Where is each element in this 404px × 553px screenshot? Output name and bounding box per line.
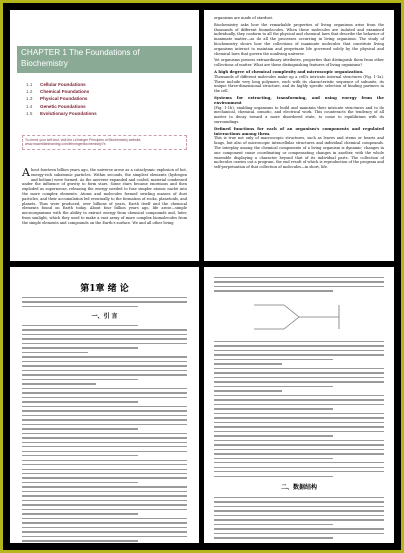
page-chinese-2: [204, 267, 394, 543]
chapter-title-banner: [17, 46, 192, 73]
section-item[interactable]: 1.5 Evolutionary Foundations: [26, 110, 97, 116]
self-test-note: To check your self-test, visit the Lehninger Principles of Biochemistry website, www.macmillanlearning.com/lehningerbiochemistry7e.: [22, 135, 187, 150]
drop-cap: A: [22, 166, 30, 179]
text-block: [22, 297, 187, 310]
subheading: A high degree of chemical complexity and microscopic organization.: [214, 68, 364, 74]
section-item[interactable]: 1.1 Cellular Foundations: [26, 82, 86, 87]
page2-body: organisms are made of stardust. Biochemistry asks how the remarkable properties of living organisms arise from the thousands of different biomolecules. When these molecules are isolated and examined individually, they conform to all the physical and chemical laws that describe the behavior of inanimate matter—as do all the processes occurring in living organisms. The study of biochemistry shows how the collections of inanimate molecules that constitute living organisms interact to maintain and perpetuate life governed solely by the physical and chemical laws that govern the nonliving universe. Yet organisms possess extraordinary attributes, properties that distinguish them from other collections of matter. What are these distinguishing features of living organisms? A high degree of chemical complexity and microscopic organization. Thousands of different molecules make up a cell's intricate internal structures (Fig. 1-1a). These include very long polymers, each with its characteristic sequence of subunits, its unique three-dimensional structure, and its highly specific selection of binding partners in the cell. Systems for extracting, transforming, and using energy from the environment (Fig. 1-1b), enabling organisms to build and maintain their intricate structures and to do mechanical, chemical, osmotic, and electrical work. This counteracts the tendency of all matter to decay toward a more disordered state, to come to equilibrium with its surroundings. Defined functions for each of an organism's components and regulated interactions among them. This is true not only of macroscopic structures, such as leaves and stems or hearts and lungs, but also of microscopic intracellular structures and individual chemical compounds. The interplay among the chemical components of a living organism is dynamic; changes in one component cause coordinating or compensating changes in another, with the whole ensemble displaying a character beyond that of its individual parts. The collection of molecules carries out a program, the end result of which is reproduction of the program and self-perpetuation of that collection of molecules—in short, life.: [214, 16, 384, 170]
chapter-title-cn: 第1章 绪 论: [80, 284, 129, 294]
text-block: [22, 325, 187, 543]
subheading: Systems for extracting, transforming, and using energy from the environment: [214, 94, 384, 105]
chapter-title: CHAPTER 1 The Foundations of Biochemistry: [21, 48, 140, 68]
section-item[interactable]: 1.2 Chemical Foundations: [26, 89, 90, 95]
text-block: [214, 497, 384, 542]
intro-paragraph: About fourteen billion years ago, the universe arose as a cataclysmic explosion of hot, energy-rich subatomic particles. Within seconds, the simplest elements (hydrogen and helium) were formed. As the universe expanded and cooled, material condensed under the influence of gravity to form stars. Some stars became enormous and then exploded as supernovae, releasing the energy needed to fuse simpler atomic nuclei into the more complex elements. Atoms and molecules formed swirling masses of dust particles, and their accumulation led eventually to the formation of rocks, planetoids, and planets. Thus were produced, over billions of years, Earth itself and the chemical elements found on Earth today. About four billion years ago, life arose—simple microorganisms with the ability to extract energy from chemical compounds and, later, from sunlight, which they used to make a vast array of more complex biomolecules from the simple elements and compounds on the Earth's surface. We and all other living: [22, 166, 187, 225]
text-block: [214, 341, 384, 480]
subheading: Defined functions for each of an organism's components and regulated interactions among them.: [214, 125, 384, 136]
section-item[interactable]: 1.3 Physical Foundations: [26, 96, 88, 102]
structure-diagram: [244, 297, 354, 337]
section-list: [26, 81, 186, 117]
page-english-2: [204, 10, 394, 261]
section-heading-cn: 二、数据结构: [280, 484, 317, 491]
page-english-1: [10, 10, 199, 261]
text-block: [214, 277, 384, 295]
page-chinese-1: [10, 267, 199, 543]
section-item[interactable]: 1.4 Genetic Foundations: [26, 103, 86, 109]
section-heading-cn: 一、引 言: [91, 313, 118, 320]
